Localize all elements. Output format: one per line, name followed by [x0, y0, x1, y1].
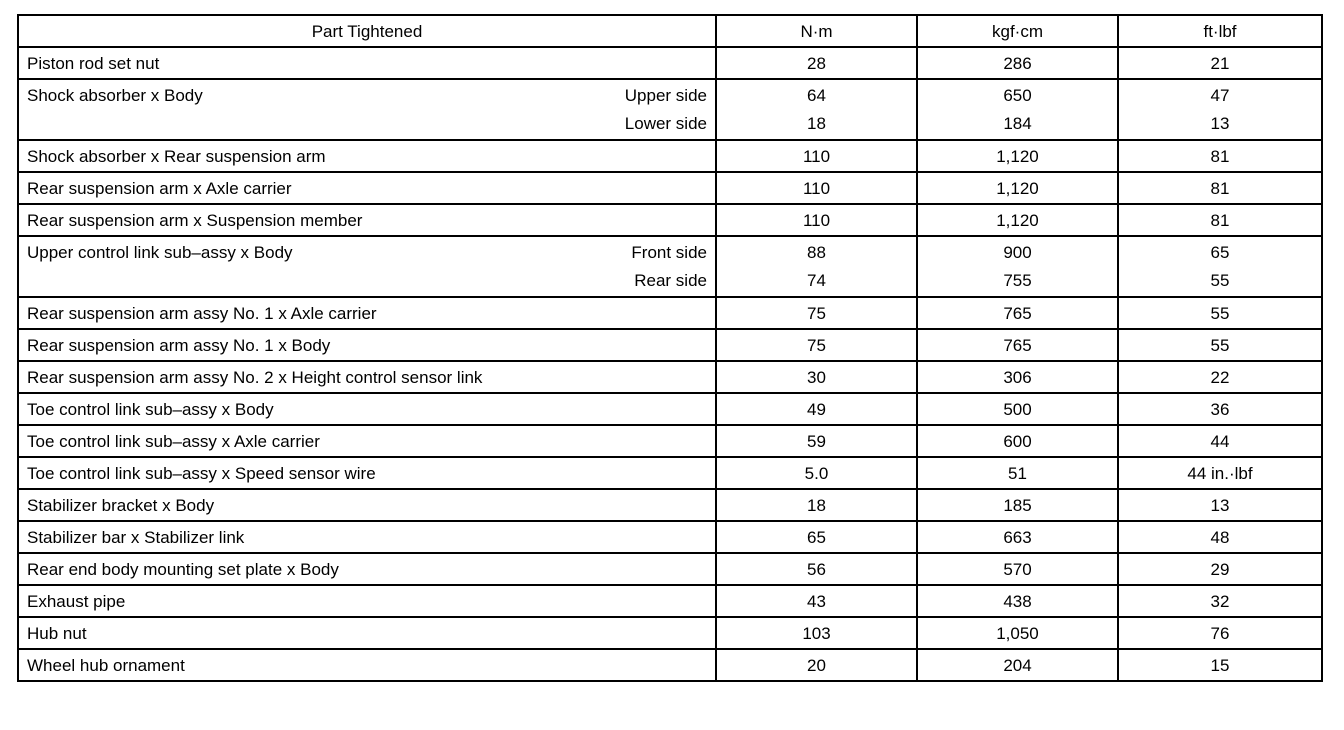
- part-name: Exhaust pipe: [18, 585, 716, 617]
- part-name: Piston rod set nut: [18, 47, 716, 79]
- torque-nm: 110: [716, 140, 917, 172]
- torque-ft-lbf: 81: [1118, 204, 1322, 236]
- table-row: [18, 361, 1322, 393]
- part-name: Rear end body mounting set plate x Body: [18, 553, 716, 585]
- header-part-tightened: Part Tightened: [18, 15, 716, 47]
- part-cell: [18, 236, 716, 297]
- torque-nm: 56: [716, 553, 917, 585]
- table-row: [18, 47, 1322, 79]
- torque-ft-lbf: 32: [1118, 585, 1322, 617]
- torque-nm: 18: [716, 489, 917, 521]
- torque-kgf-cm: 600: [917, 425, 1118, 457]
- part-name: Rear suspension arm assy No. 2 x Height control sensor link: [18, 361, 716, 393]
- torque-nm: [716, 79, 917, 140]
- table-row: [18, 457, 1322, 489]
- table-row: [18, 236, 1322, 297]
- torque-kgf-cm: 286: [917, 47, 1118, 79]
- part-name: Shock absorber x Rear suspension arm: [18, 140, 716, 172]
- header-nm: N·m: [716, 15, 917, 47]
- torque-value: 755: [1003, 270, 1032, 290]
- side-label: Front side: [631, 242, 707, 262]
- torque-value: 47: [1210, 85, 1230, 105]
- torque-nm: 20: [716, 649, 917, 681]
- part-name: Wheel hub ornament: [18, 649, 716, 681]
- header-ft-lbf: ft·lbf: [1118, 15, 1322, 47]
- torque-ft-lbf: 29: [1118, 553, 1322, 585]
- part-cell: [18, 79, 716, 140]
- torque-ft-lbf: 55: [1118, 297, 1322, 329]
- torque-value: 900: [1003, 242, 1032, 262]
- torque-nm: 59: [716, 425, 917, 457]
- table-row: [18, 553, 1322, 585]
- torque-value: 13: [1210, 113, 1230, 133]
- torque-kgf-cm: 1,120: [917, 204, 1118, 236]
- torque-ft-lbf: 36: [1118, 393, 1322, 425]
- torque-kgf-cm: 1,120: [917, 172, 1118, 204]
- torque-ft-lbf: 81: [1118, 140, 1322, 172]
- torque-spec-table: [17, 14, 1323, 682]
- part-name: Stabilizer bracket x Body: [18, 489, 716, 521]
- side-list: [631, 239, 707, 295]
- torque-nm: 75: [716, 329, 917, 361]
- torque-nm: 110: [716, 204, 917, 236]
- torque-value: 55: [1210, 270, 1230, 290]
- torque-nm: [716, 236, 917, 297]
- torque-ft-lbf: 76: [1118, 617, 1322, 649]
- torque-kgf-cm: [917, 236, 1118, 297]
- torque-ft-lbf: 15: [1118, 649, 1322, 681]
- torque-value: 64: [807, 85, 826, 105]
- part-name: Rear suspension arm assy No. 1 x Axle carrier: [18, 297, 716, 329]
- torque-value: 74: [807, 270, 826, 290]
- torque-kgf-cm: 185: [917, 489, 1118, 521]
- torque-value: 88: [807, 242, 826, 262]
- torque-ft-lbf: 21: [1118, 47, 1322, 79]
- part-name: Rear suspension arm x Axle carrier: [18, 172, 716, 204]
- torque-nm: 5.0: [716, 457, 917, 489]
- torque-value: 650: [1003, 85, 1032, 105]
- part-name: Toe control link sub–assy x Axle carrier: [18, 425, 716, 457]
- torque-ft-lbf: 44 in.·lbf: [1118, 457, 1322, 489]
- torque-kgf-cm: 765: [917, 329, 1118, 361]
- table-row: [18, 79, 1322, 140]
- torque-nm: 75: [716, 297, 917, 329]
- torque-kgf-cm: 1,050: [917, 617, 1118, 649]
- table-row: [18, 393, 1322, 425]
- table-row: [18, 649, 1322, 681]
- torque-nm: 49: [716, 393, 917, 425]
- part-name: Rear suspension arm x Suspension member: [18, 204, 716, 236]
- part-name: Toe control link sub–assy x Body: [18, 393, 716, 425]
- table-row: [18, 204, 1322, 236]
- torque-ft-lbf: 13: [1118, 489, 1322, 521]
- torque-ft-lbf: [1118, 236, 1322, 297]
- side-list: [625, 82, 707, 138]
- part-name: Stabilizer bar x Stabilizer link: [18, 521, 716, 553]
- torque-ft-lbf: 81: [1118, 172, 1322, 204]
- table-row: [18, 172, 1322, 204]
- torque-nm: 110: [716, 172, 917, 204]
- table-row: [18, 585, 1322, 617]
- torque-kgf-cm: 438: [917, 585, 1118, 617]
- torque-ft-lbf: 22: [1118, 361, 1322, 393]
- torque-ft-lbf: 55: [1118, 329, 1322, 361]
- table-row: [18, 425, 1322, 457]
- torque-kgf-cm: 306: [917, 361, 1118, 393]
- torque-kgf-cm: 51: [917, 457, 1118, 489]
- torque-ft-lbf: 44: [1118, 425, 1322, 457]
- torque-value: 65: [1210, 242, 1230, 262]
- part-name: Toe control link sub–assy x Speed sensor wire: [18, 457, 716, 489]
- side-label: Rear side: [634, 270, 707, 290]
- torque-kgf-cm: 500: [917, 393, 1118, 425]
- torque-kgf-cm: 765: [917, 297, 1118, 329]
- table-row: [18, 521, 1322, 553]
- torque-nm: 43: [716, 585, 917, 617]
- torque-ft-lbf: [1118, 79, 1322, 140]
- torque-nm: 65: [716, 521, 917, 553]
- table-row: [18, 489, 1322, 521]
- torque-value: 18: [807, 113, 826, 133]
- torque-kgf-cm: 663: [917, 521, 1118, 553]
- torque-spec-sheet: [17, 14, 1323, 682]
- table-row: [18, 140, 1322, 172]
- torque-kgf-cm: 204: [917, 649, 1118, 681]
- torque-kgf-cm: [917, 79, 1118, 140]
- table-row: [18, 297, 1322, 329]
- torque-nm: 30: [716, 361, 917, 393]
- table-row: [18, 617, 1322, 649]
- table-header-row: [18, 15, 1322, 47]
- side-label: Lower side: [624, 113, 707, 133]
- part-name: Upper control link sub–assy x Body: [27, 242, 293, 262]
- part-name: Shock absorber x Body: [27, 85, 203, 105]
- part-name: Rear suspension arm assy No. 1 x Body: [18, 329, 716, 361]
- torque-kgf-cm: 570: [917, 553, 1118, 585]
- torque-ft-lbf: 48: [1118, 521, 1322, 553]
- part-name: Hub nut: [18, 617, 716, 649]
- torque-kgf-cm: 1,120: [917, 140, 1118, 172]
- side-label: Upper side: [624, 85, 707, 105]
- table-row: [18, 329, 1322, 361]
- torque-nm: 103: [716, 617, 917, 649]
- torque-nm: 28: [716, 47, 917, 79]
- torque-value: 184: [1003, 113, 1032, 133]
- header-kgf-cm: kgf·cm: [917, 15, 1118, 47]
